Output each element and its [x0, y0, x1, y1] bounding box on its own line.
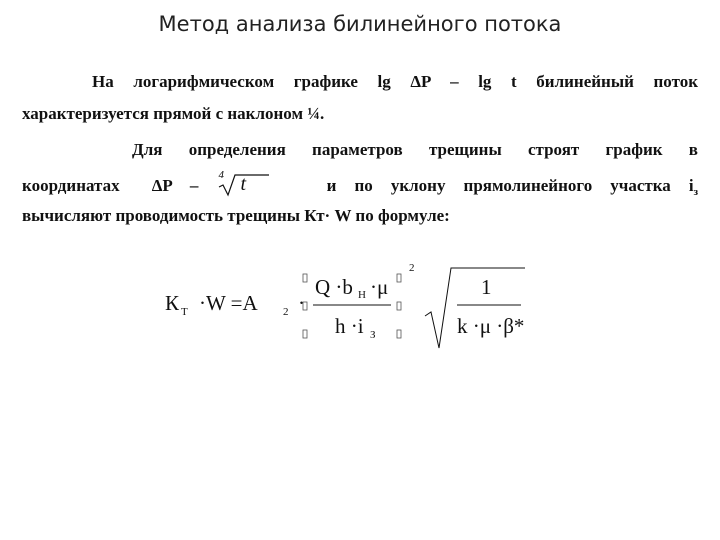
formula-W-eq-A: ·W =A [199, 291, 258, 315]
paragraph-1-line-2: характеризуется прямой с наклоном ¼. [22, 104, 325, 123]
formula-root-numerator: 1 [481, 275, 492, 299]
delta-symbol: Δ [151, 176, 163, 195]
formula-i-subscript: З [370, 329, 376, 341]
text-segment: P – [162, 176, 199, 195]
formula-b-subscript: Н [358, 289, 366, 301]
formula-numerator-mu: ·μ [370, 275, 389, 299]
formula-A-subscript: 2 [283, 306, 289, 318]
formula-mult-dot: · [298, 291, 305, 315]
text-segment-c: и по уклону прямолинейного участка i [326, 176, 694, 195]
formula-numerator-Qb: Q ·b [315, 275, 353, 299]
text-segment: На логарифмическом графике lg [92, 72, 391, 91]
paragraph-2-line-2 [22, 169, 699, 198]
formula-K: К [165, 291, 180, 315]
delta-symbol: Δ [410, 72, 422, 91]
formula-denominator-hi: h ·i [335, 314, 364, 338]
root-radicand: t [240, 173, 247, 195]
paragraph-1-line-1 [22, 72, 698, 92]
root-index: 4 [218, 169, 224, 181]
paragraph-2-line-3: вычисляют проводимость трещины Кт· W по формуле: [22, 206, 450, 225]
formula-brackets-icon [285, 258, 405, 358]
conductivity-formula [165, 258, 545, 358]
formula-root-denominator: k ·μ ·β* [457, 314, 525, 338]
delta-p-group [151, 169, 287, 195]
fourth-root-of-t [217, 169, 269, 195]
text-segment: координатах [22, 176, 120, 195]
formula-K-subscript: Т [181, 306, 188, 318]
text-segment: P – lg t билинейный поток [421, 72, 699, 91]
square-root-icon [423, 258, 533, 358]
formula-power: 2 [409, 262, 415, 274]
subscript: з [693, 186, 699, 198]
paragraph-2-line-1: Для определения параметров трещины строят график в [132, 140, 698, 159]
text-segment [326, 176, 699, 198]
slide-title: Метод анализа билинейного потока [158, 12, 562, 36]
